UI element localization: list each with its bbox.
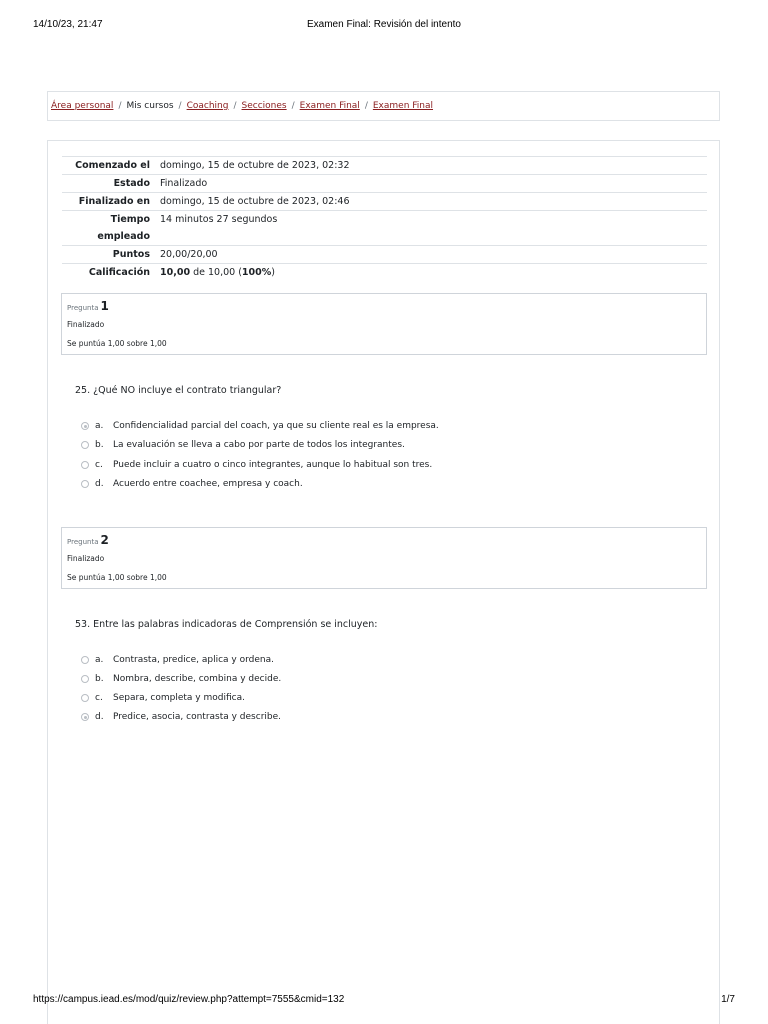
- breadcrumb-item-secciones[interactable]: Secciones: [241, 101, 287, 111]
- breadcrumb-item-area-personal[interactable]: Área personal: [51, 101, 114, 111]
- answer-text: Confidencialidad parcial del coach, ya que su cliente real es la empresa.: [113, 421, 439, 431]
- question-text-2: 53. Entre las palabras indicadoras de Comprensión se incluyen:: [75, 619, 378, 630]
- question-text-1: 25. ¿Qué NO incluye el contrato triangular?: [75, 385, 282, 396]
- summary-row-finished: [62, 192, 707, 210]
- question-label: [67, 533, 109, 547]
- breadcrumb-separator: /: [118, 101, 122, 111]
- question-label: [67, 299, 109, 313]
- summary-row-grade: [62, 263, 707, 281]
- grade-out-of: de 10,00 (: [190, 267, 242, 278]
- question-state: Finalizado: [67, 554, 105, 563]
- print-url: https://campus.iead.es/mod/quiz/review.php?attempt=7555&cmid=132: [33, 994, 345, 1005]
- breadcrumb-separator: /: [178, 101, 182, 111]
- answer-option[interactable]: [81, 691, 245, 705]
- answer-text: Predice, asocia, contrasta y describe.: [113, 712, 282, 722]
- answer-letter: c.: [95, 460, 103, 470]
- answer-letter: b.: [95, 440, 104, 450]
- breadcrumb-separator: /: [233, 101, 237, 111]
- radio-icon[interactable]: [81, 461, 89, 469]
- breadcrumb-item-examen-final-attempt[interactable]: Examen Final: [372, 101, 433, 111]
- print-datetime: 14/10/23, 21:47: [33, 19, 103, 30]
- print-footer: [33, 994, 735, 1008]
- question-grade: Se puntúa 1,00 sobre 1,00: [67, 573, 167, 582]
- print-page-number: 1/7: [721, 994, 735, 1005]
- answer-option[interactable]: [81, 672, 281, 686]
- answer-option[interactable]: [81, 419, 439, 433]
- breadcrumb-separator: /: [364, 101, 368, 111]
- answer-option[interactable]: [81, 438, 405, 452]
- radio-icon[interactable]: [81, 713, 89, 721]
- summary-label: [62, 211, 160, 245]
- summary-value: domingo, 15 de octubre de 2023, 02:46: [160, 196, 350, 207]
- question-info-2: [61, 527, 707, 589]
- answer-letter: a.: [95, 655, 104, 665]
- answer-letter: d.: [95, 712, 104, 722]
- breadcrumb-item-mis-cursos: Mis cursos: [126, 101, 174, 111]
- breadcrumb-item-examen-final[interactable]: Examen Final: [299, 101, 360, 111]
- breadcrumb-item-coaching[interactable]: Coaching: [186, 101, 229, 111]
- answer-text: Nombra, describe, combina y decide.: [113, 674, 282, 684]
- question-label-text: Pregunta: [67, 538, 99, 546]
- answer-text: Separa, completa y modifica.: [113, 693, 245, 703]
- summary-label: Finalizado en: [78, 196, 150, 207]
- summary-value: [160, 264, 707, 281]
- answer-option[interactable]: [81, 458, 432, 472]
- radio-icon[interactable]: [81, 694, 89, 702]
- summary-row-points: [62, 245, 707, 263]
- summary-value: 14 minutos 27 segundos: [160, 214, 278, 225]
- radio-icon[interactable]: [81, 656, 89, 664]
- summary-label: Calificación: [88, 267, 150, 278]
- answer-option[interactable]: [81, 477, 303, 491]
- grade-value: 10,00: [160, 267, 191, 278]
- question-info-1: [61, 293, 707, 355]
- summary-label: Estado: [113, 178, 150, 189]
- question-number: 2: [100, 533, 109, 547]
- summary-label: Comenzado el: [75, 160, 150, 171]
- answer-letter: d.: [95, 479, 104, 489]
- radio-icon[interactable]: [81, 480, 89, 488]
- attempt-summary-table: [62, 156, 707, 281]
- grade-percent: 100%: [241, 267, 272, 278]
- grade-close: ): [271, 267, 275, 278]
- answer-option[interactable]: [81, 710, 281, 724]
- radio-icon[interactable]: [81, 441, 89, 449]
- summary-label-line1: Tiempo: [110, 214, 150, 225]
- question-grade: Se puntúa 1,00 sobre 1,00: [67, 339, 167, 348]
- print-header: [33, 19, 735, 33]
- summary-value: 20,00/20,00: [160, 249, 218, 260]
- summary-value: domingo, 15 de octubre de 2023, 02:32: [160, 160, 350, 171]
- question-number: 1: [100, 299, 109, 313]
- breadcrumb-separator: /: [291, 101, 295, 111]
- breadcrumb: [47, 91, 720, 121]
- summary-row-started: [62, 156, 707, 174]
- answer-letter: a.: [95, 421, 104, 431]
- summary-value: Finalizado: [160, 178, 208, 189]
- radio-icon[interactable]: [81, 422, 89, 430]
- summary-label: Puntos: [112, 249, 150, 260]
- print-page-title: Examen Final: Revisión del intento: [307, 19, 461, 30]
- answer-text: La evaluación se lleva a cabo por parte de todos los integrantes.: [113, 440, 405, 450]
- summary-label-line2: empleado: [97, 231, 150, 242]
- summary-row-state: [62, 174, 707, 192]
- radio-icon[interactable]: [81, 675, 89, 683]
- answer-option[interactable]: [81, 653, 274, 667]
- answer-text: Contrasta, predice, aplica y ordena.: [113, 655, 274, 665]
- answer-text: Puede incluir a cuatro o cinco integrantes, aunque lo habitual son tres.: [113, 460, 433, 470]
- question-state: Finalizado: [67, 320, 105, 329]
- answer-letter: b.: [95, 674, 104, 684]
- summary-row-time-taken: [62, 210, 707, 245]
- question-label-text: Pregunta: [67, 304, 99, 312]
- answer-text: Acuerdo entre coachee, empresa y coach.: [113, 479, 303, 489]
- answer-letter: c.: [95, 693, 103, 703]
